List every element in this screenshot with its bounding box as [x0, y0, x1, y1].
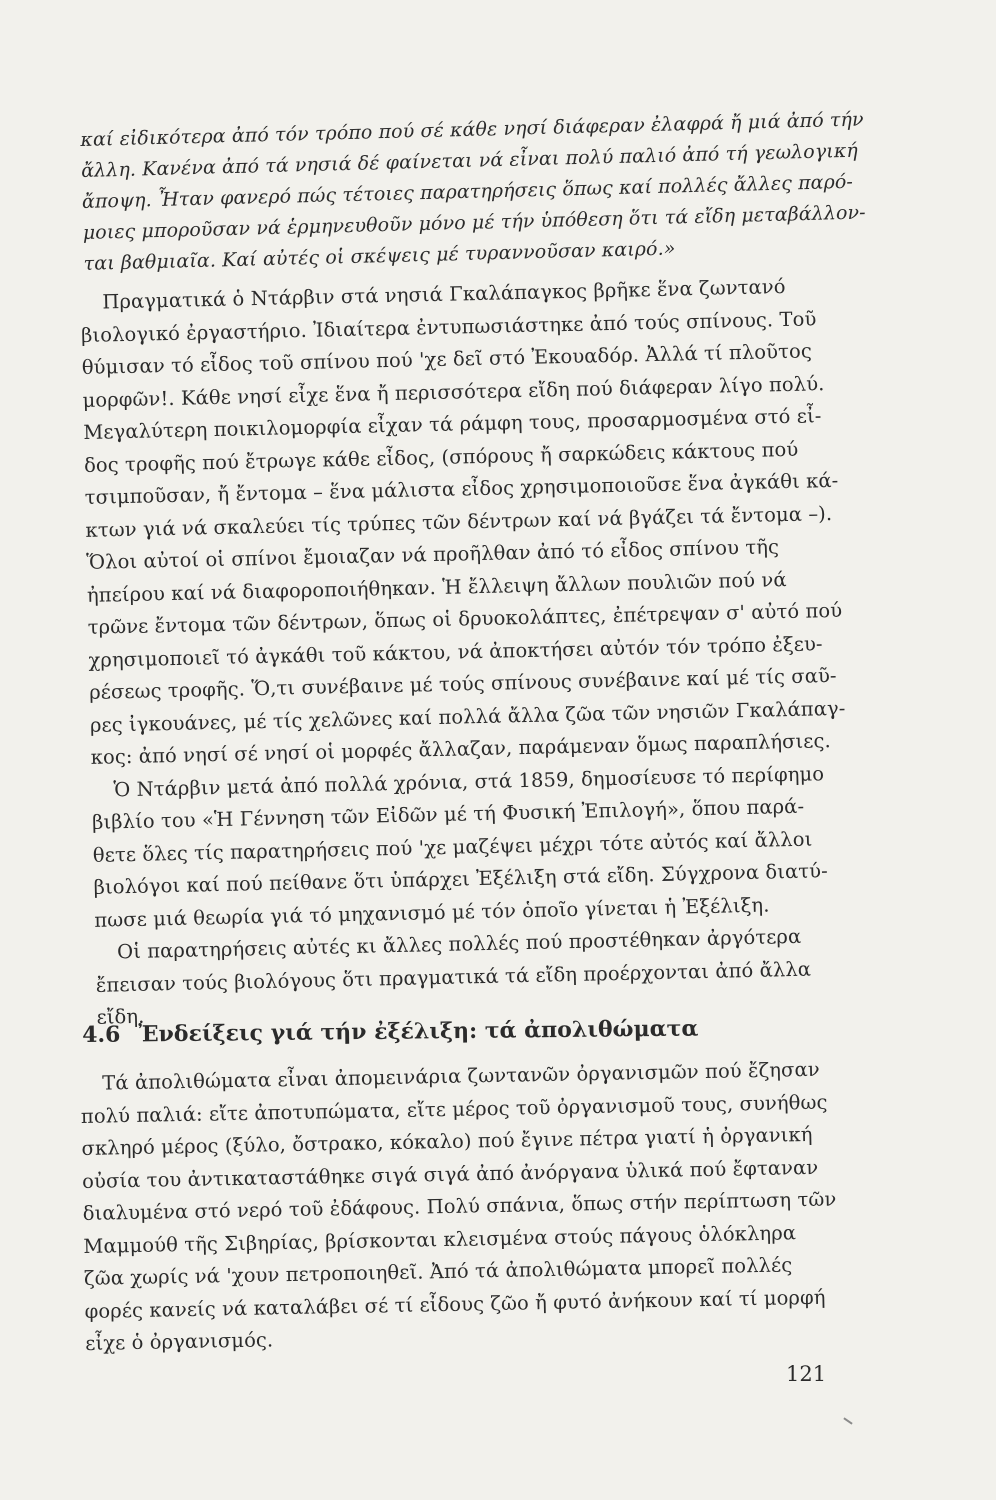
paragraph-line: βιβλίο του «Ἡ Γέννηση τῶν Εἰδῶν μέ τή Φυσική Ἐπιλογή», ὅπου παρά- [91, 794, 805, 834]
paragraph-line: Μεγαλύτερη ποικιλομορφία εἶχαν τά ράμφη τους, προσαρμοσμένα στό εἶ- [83, 404, 822, 444]
paragraph-line: πολύ παλιά: εἴτε ἀποτυπώματα, εἴτε μέρος τοῦ ὀργανισμοῦ τους, συνήθως [80, 1090, 828, 1128]
quote-line: ἄλλη. Κανένα ἀπό τά νησιά δέ φαίνεται νά εἶναι πολύ παλιό ἀπό τή γεωλογική [80, 139, 859, 182]
quote-line: ται βαθμιαῖα. Καί αὐτές οἱ σκέψεις μέ τυραννοῦσαν καιρό.» [83, 237, 676, 275]
paragraph-line: θύμισαν τό εἶδος τοῦ σπίνου πού 'χε δεῖ στό Ἐκουαδόρ. Ἀλλά τί πλοῦτος [81, 339, 813, 379]
paragraph-line: Μαμμούθ τῆς Σιβηρίας, βρίσκονται κλεισμένα στούς πάγους ὁλόκληρα [83, 1220, 797, 1258]
paragraph-line: Τά ἀπολιθώματα εἶναι ἀπομεινάρια ζωντανῶν ὀργανισμῶν πού ἔζησαν [102, 1057, 820, 1095]
quote-line: μοιες μποροῦσαν νά ἑρμηνευθοῦν μόνο μέ τήν ὑπόθεση ὅτι τά εἴδη μεταβάλλον- [82, 201, 866, 244]
page-number: 121 [786, 1362, 827, 1386]
quote-line: καί εἰδικότερα ἀπό τόν τρόπο πού σέ κάθε νησί διάφεραν ἐλαφρά ἤ μιά ἀπό τήν [80, 108, 864, 151]
paragraph-line: τρῶνε ἔντομα τῶν δέντρων, ὅπως οἱ δρυοκολάπτες, ἐπέτρεψαν σ' αὐτό πού [87, 598, 843, 639]
paragraph-line: Ὅλοι αὐτοί οἱ σπίνοι ἔμοιαζαν νά προῆλθαν ἀπό τό εἶδος σπίνου τῆς [85, 535, 780, 574]
paragraph-line: ρέσεως τροφῆς. Ὅ,τι συνέβαινε μέ τούς σπίνους συνέβαινε καί μέ τίς σαῦ- [88, 663, 837, 704]
paragraph-line: θετε ὅλες τίς παρατηρήσεις πού 'χε μαζέψει μέχρι τότε αὐτός καί ἄλλοι [92, 827, 813, 867]
darwin-quote-block [80, 106, 866, 280]
paragraph-line: κος: ἀπό νησί σέ νησί οἱ μορφές ἄλλαζαν, παράμεναν ὅμως παραπλήσιες. [90, 729, 832, 769]
section-title: Ἐνδείξεις γιά τήν ἐξέλιξη: τά ἀπολιθώματα [138, 1015, 699, 1048]
fossils-text-block [80, 1054, 837, 1361]
paragraph-line: βιολόγοι καί πού πείθανε ὅτι ὑπάρχει Ἐξέλιξη στά εἴδη. Σύγχρονα διατύ- [93, 859, 829, 899]
paragraph-line: ζῶα χωρίς νά 'χουν πετροποιηθεῖ. Ἀπό τά ἀπολιθώματα μπορεῖ πολλές [83, 1253, 793, 1290]
section-number: 4.6 [82, 1021, 121, 1048]
paragraph-line: χρησιμοποιεῖ τό ἀγκάθι τοῦ κάκτου, νά ἀποκτήσει αὐτόν τόν τρόπο ἐξευ- [88, 631, 823, 672]
paragraph-line: βιολογικό ἐργαστήριο. Ἰδιαίτερα ἐντυπωσιάστηκε ἀπό τούς σπίνους. Τοῦ [80, 306, 817, 347]
paragraph-line: μορφῶν!. Κάθε νησί εἶχε ἕνα ἤ περισσότερα εἴδη πού διάφεραν λίγο πολύ. [82, 371, 825, 412]
galapagos-text-block [80, 270, 846, 1034]
printer-mark [843, 1417, 852, 1424]
quote-line: ἄποψη. Ἦταν φανερό πώς τέτοιες παρατηρήσεις ὅπως καί πολλές ἄλλες παρό- [81, 170, 854, 213]
paragraph-line: ἔπεισαν τούς βιολόγους ὅτι πραγματικά τά εἴδη προέρχονται ἀπό ἄλλα [95, 957, 812, 997]
paragraph-line: πωσε μιά θεωρία γιά τό μηχανισμό μέ τόν ὁποῖο γίνεται ἡ Ἐξέλιξη. [94, 893, 770, 932]
paragraph-line: κτων γιά νά σκαλεύει τίς τρύπες τῶν δέντρων καί νά βγάζει τά ἔντομα –). [85, 501, 833, 542]
paragraph-line: ρες ἰγκουάνες, μέ τίς χελῶνες καί πολλά ἄλλα ζῶα τῶν νησιῶν Γκαλάπαγ- [89, 696, 846, 737]
paragraph-line: εἶχε ὁ ὀργανισμός. [85, 1328, 274, 1355]
paragraph-line: Οἱ παρατηρήσεις αὐτές κι ἄλλες πολλές πού προστέθηκαν ἀργότερα [116, 924, 802, 964]
paragraph-line: Πραγματικά ὁ Ντάρβιν στά νησιά Γκαλάπαγκος βρῆκε ἕνα ζωντανό [102, 274, 786, 314]
paragraph-line: οὐσία του ἀντικαταστάθηκε σιγά σιγά ἀπό ἀνόργανα ὑλικά πού ἔφταναν [81, 1155, 819, 1193]
paragraph-line: φορές κανείς νά καταλάβει σέ τί εἶδους ζῶο ἤ φυτό ἀνήκουν καί τί μορφή [84, 1285, 826, 1323]
paragraph-line: Ὁ Ντάρβιν μετά ἀπό πολλά χρόνια, στά 1859, δημοσίευσε τό περίφημο [113, 761, 825, 801]
paragraph-line: σκληρό μέρος (ξύλο, ὄστρακο, κόκαλο) πού ἔγινε πέτρα γιατί ἡ ὀργανική [81, 1122, 813, 1160]
paragraph-line: τσιμποῦσαν, ἤ ἔντομα – ἕνα μάλιστα εἶδος χρησιμοποιοῦσε ἕνα ἀγκάθι κά- [84, 468, 839, 509]
paragraph-line: διαλυμένα στό νερό τοῦ ἐδάφους. Πολύ σπάνια, ὅπως στήν περίπτωση τῶν [82, 1187, 837, 1225]
paragraph-line: δος τροφῆς πού ἔτρωγε κάθε εἶδος, (σπόρους ἤ σαρκώδεις κάκτους πού [83, 437, 799, 477]
paragraph-line: εἴδη. [96, 1004, 145, 1029]
paragraph-line: ἠπείρου καί νά διαφοροποιήθηκαν. Ἡ ἔλλειψη ἄλλων πουλιῶν πού νά [86, 567, 787, 607]
section-heading [82, 1016, 698, 1048]
